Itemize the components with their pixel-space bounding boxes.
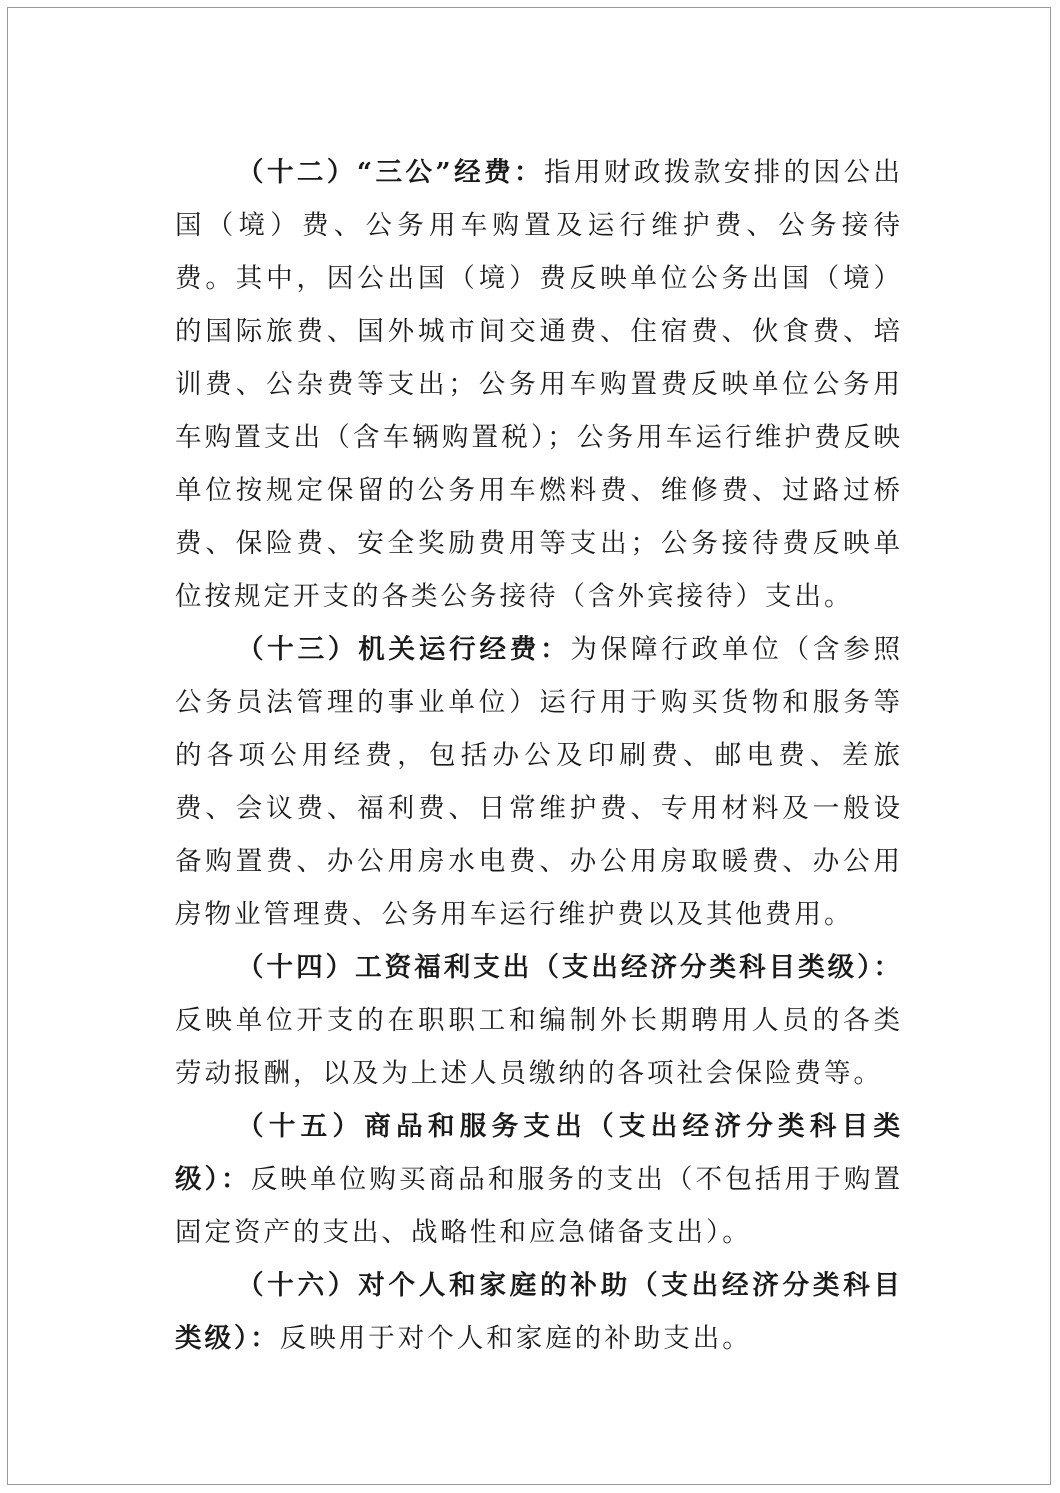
paragraph-text: 指用财政拨款安排的因公出国（境）费、公务用车购置及运行维护费、公务接待费。其中，因公出国（境）费反映单位公务出国（境）的国际旅费、国外城市间交通费、住宿费、伙食费、培训费、公杂费等支出；公务用车购置费反映单位公务用车购置支出（含车辆购置税）；公务用车运行维护费反映单位按规定保留的公务用车燃料费、维修费、过路过桥费、保险费、安全奖励费用等支出；公务接待费反映单位按规定开支的各类公务接待（含外宾接待）支出。 [175,157,903,612]
paragraph-text: 为保障行政单位（含参照公务员法管理的事业单位）运行用于购买货物和服务等的各项公用经费，包括办公及印刷费、邮电费、差旅费、会议费、福利费、日常维护费、专用材料及一般设备购置费、办公用房水电费、办公用房取暖费、办公用房物业管理费、公务用车运行维护费以及其他费用。 [175,634,904,930]
page-frame [7,7,1051,1485]
paragraph-15 [175,1100,903,1259]
paragraph-13 [175,623,903,941]
paragraph-text: 反映用于对个人和家庭的补助支出。 [279,1323,752,1354]
paragraph-heading: （十四）工资福利支出（支出经济分类科目类级）： [237,952,903,983]
paragraph-heading: （十六）对个人和家庭的补助（支出经济分类科目类级）： [175,1270,903,1354]
paragraph-12 [175,146,903,623]
paragraph-14 [175,941,903,1100]
paragraph-text: 反映单位开支的在职职工和编制外长期聘用人员的各类劳动报酬，以及为上述人员缴纳的各项社会保险费等。 [175,1005,903,1089]
paragraph-heading: （十二）“三公”经费： [237,157,544,188]
document-body [175,146,903,1365]
paragraph-heading: （十五）商品和服务支出（支出经济分类科目类级）： [175,1111,903,1195]
paragraph-heading: （十三）机关运行经费： [237,634,571,665]
paragraph-text: 反映单位购买商品和服务的支出（不包括用于购置固定资产的支出、战略性和应急储备支出）。 [175,1164,903,1248]
paragraph-16 [175,1259,903,1365]
